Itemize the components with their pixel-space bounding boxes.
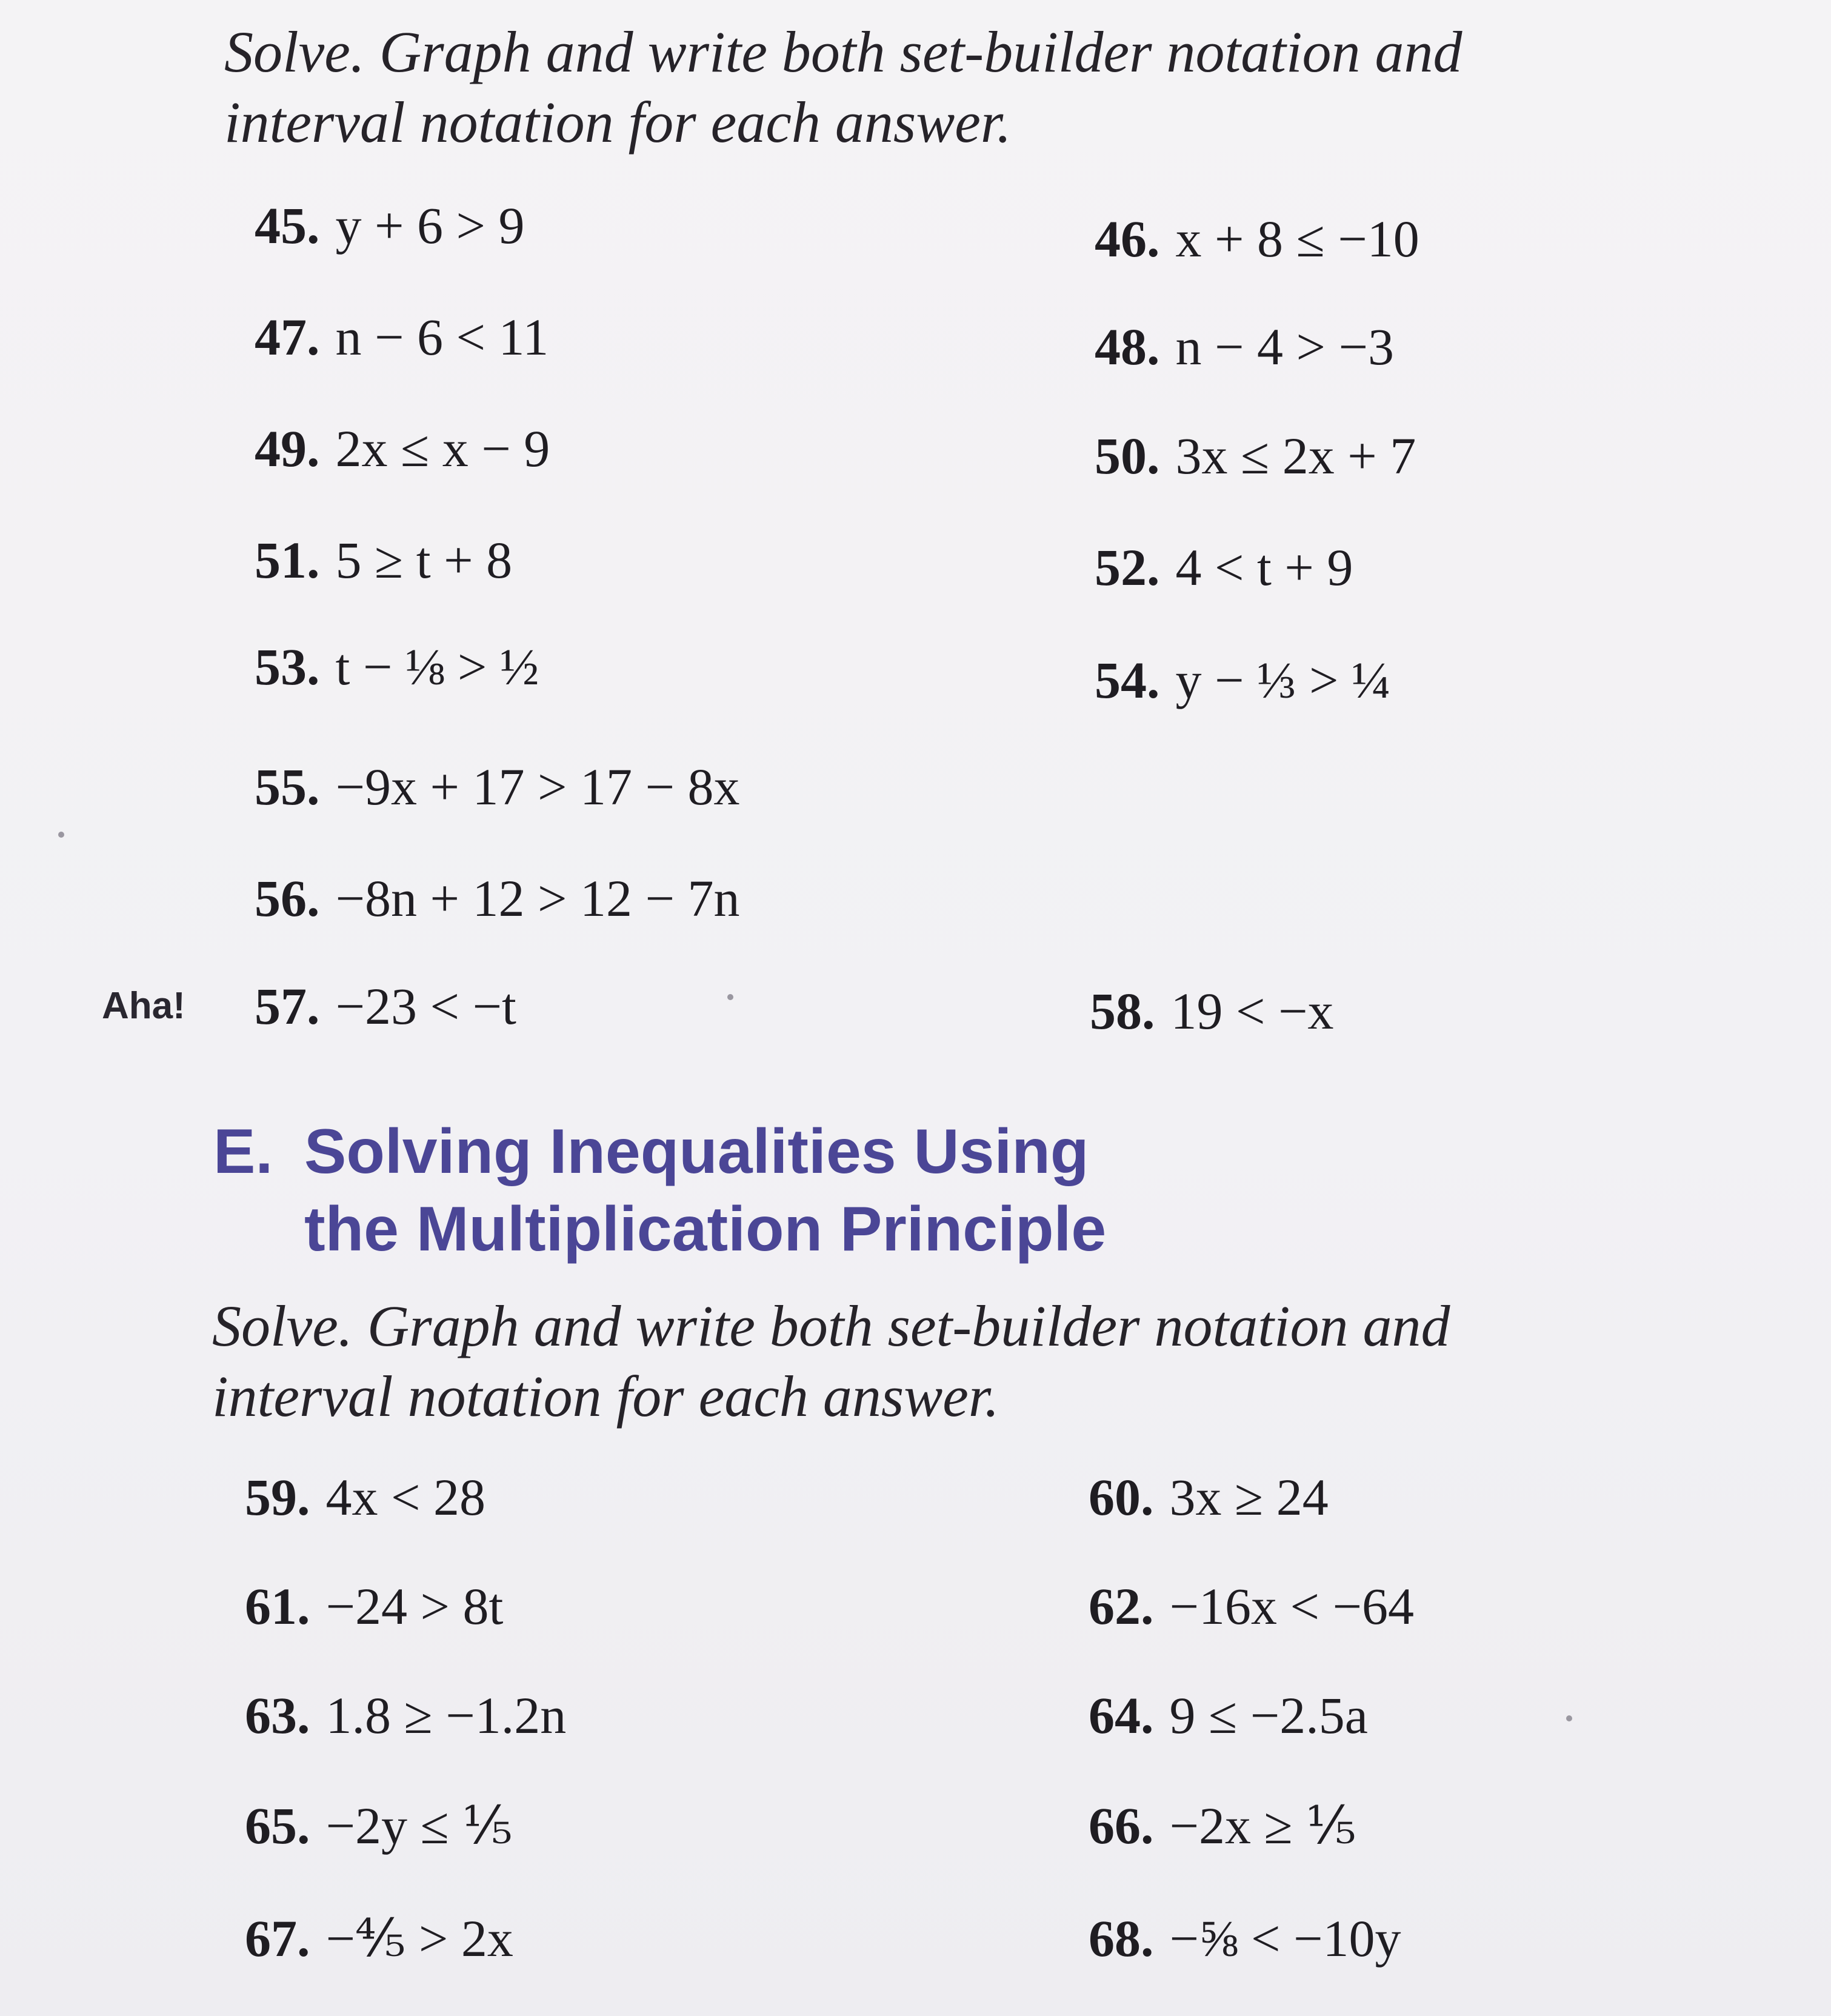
exercise-50 (1095, 426, 1416, 486)
exercise-45 (255, 195, 525, 256)
speck (58, 832, 64, 838)
exercise-number: 65. (245, 1797, 310, 1855)
exercise-expression: 3x ≤ 2x + 7 (1175, 427, 1416, 485)
exercise-63 (245, 1685, 566, 1746)
exercise-number: 47. (255, 308, 320, 366)
exercise-number: 59. (245, 1468, 310, 1526)
exercise-expression: −24 > 8t (325, 1577, 504, 1635)
exercise-expression: 5 ≥ t + 8 (335, 531, 513, 589)
exercise-expression: −8n + 12 > 12 − 7n (335, 869, 740, 927)
exercise-expression: 1.8 ≥ −1.2n (325, 1686, 567, 1744)
section-heading (213, 1113, 1106, 1268)
exercise-expression: t − ⅛ > ½ (335, 638, 539, 696)
exercise-number: 48. (1095, 318, 1160, 376)
exercise-number: 62. (1089, 1577, 1154, 1635)
instructions-line: interval notation for each answer. (212, 1364, 999, 1429)
exercise-51 (255, 530, 512, 590)
exercise-number: 60. (1089, 1468, 1154, 1526)
exercise-expression: −23 < −t (335, 977, 516, 1035)
exercise-expression: 4x < 28 (325, 1468, 486, 1526)
instructions-line: Solve. Graph and write both set-builder notation and (224, 19, 1462, 84)
exercise-53 (255, 636, 539, 697)
exercise-64 (1089, 1685, 1368, 1746)
exercise-expression: n − 6 < 11 (335, 308, 549, 366)
speck (1566, 1715, 1572, 1721)
exercise-number: 54. (1095, 651, 1160, 709)
exercise-number: 57. (255, 977, 320, 1035)
exercise-expression: x + 8 ≤ −10 (1175, 210, 1419, 268)
exercise-expression: 4 < t + 9 (1175, 538, 1353, 596)
exercise-67 (245, 1908, 513, 1969)
instructions-bottom (212, 1291, 1450, 1432)
instructions-top (224, 17, 1462, 158)
exercise-expression: y + 6 > 9 (335, 196, 525, 255)
exercise-46 (1095, 209, 1419, 269)
exercise-56 (255, 868, 740, 929)
exercise-number: 50. (1095, 427, 1160, 485)
exercise-number: 66. (1089, 1797, 1154, 1855)
exercise-65 (245, 1795, 513, 1856)
section-title-line1: Solving Inequalities Using (304, 1116, 1089, 1187)
exercise-expression: −16x < −64 (1169, 1577, 1415, 1635)
exercise-68 (1089, 1908, 1401, 1969)
exercise-57 (255, 976, 516, 1036)
speck (727, 994, 733, 1000)
exercise-62 (1089, 1576, 1414, 1637)
exercise-number: 64. (1089, 1686, 1154, 1744)
section-letter: E. (213, 1116, 273, 1187)
instructions-line: interval notation for each answer. (224, 90, 1012, 155)
exercise-54 (1095, 650, 1391, 710)
exercise-number: 58. (1090, 982, 1155, 1040)
exercise-number: 53. (255, 638, 320, 696)
exercise-number: 61. (245, 1577, 310, 1635)
exercise-49 (255, 418, 550, 479)
exercise-expression: 2x ≤ x − 9 (335, 419, 550, 478)
exercise-number: 67. (245, 1909, 310, 1968)
exercise-number: 52. (1095, 538, 1160, 596)
exercise-number: 63. (245, 1686, 310, 1744)
exercise-48 (1095, 316, 1394, 377)
exercise-number: 56. (255, 869, 320, 927)
exercise-59 (245, 1467, 485, 1527)
exercise-expression: 9 ≤ −2.5a (1169, 1686, 1368, 1744)
exercise-number: 45. (255, 196, 320, 255)
exercise-number: 68. (1089, 1909, 1154, 1968)
exercise-number: 55. (255, 758, 320, 816)
exercise-expression: −2y ≤ ⅕ (325, 1797, 513, 1855)
exercise-expression: 19 < −x (1170, 982, 1334, 1040)
exercise-expression: y − ⅓ > ¼ (1175, 651, 1391, 709)
exercise-expression: −⅝ < −10y (1169, 1909, 1401, 1968)
exercise-number: 51. (255, 531, 320, 589)
aha-label: Aha! (102, 985, 185, 1027)
exercise-expression: 3x ≥ 24 (1169, 1468, 1329, 1526)
exercise-number: 49. (255, 419, 320, 478)
exercise-60 (1089, 1467, 1329, 1527)
instructions-line: Solve. Graph and write both set-builder notation and (212, 1293, 1450, 1358)
exercise-52 (1095, 537, 1353, 598)
exercise-number: 46. (1095, 210, 1160, 268)
exercise-47 (255, 307, 549, 367)
exercise-61 (245, 1576, 503, 1637)
exercise-expression: −9x + 17 > 17 − 8x (335, 758, 740, 816)
exercise-expression: −⅘ > 2x (325, 1909, 513, 1968)
exercise-55 (255, 756, 740, 817)
exercise-66 (1089, 1795, 1356, 1856)
section-title-line2: the Multiplication Principle (304, 1194, 1107, 1264)
exercise-58 (1090, 981, 1334, 1041)
exercise-expression: n − 4 > −3 (1175, 318, 1395, 376)
exercise-expression: −2x ≥ ⅕ (1169, 1797, 1356, 1855)
